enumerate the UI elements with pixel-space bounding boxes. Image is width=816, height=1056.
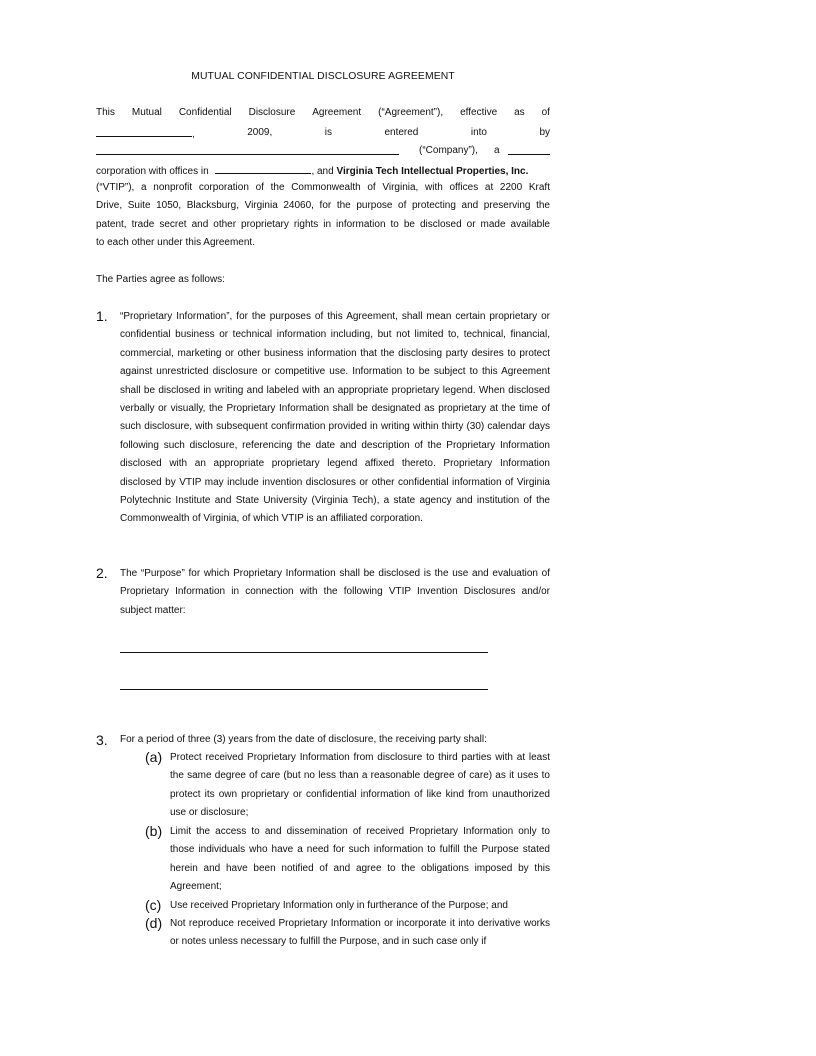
- intro-word: by: [539, 127, 550, 138]
- intro-word: effective: [460, 107, 498, 118]
- parties-agree: The Parties agree as follows:: [96, 274, 225, 285]
- intro-word: Mutual: [131, 107, 162, 118]
- date-blank-group: ,: [96, 124, 195, 142]
- company-name-blank-field[interactable]: [96, 142, 399, 155]
- intro-line-1: [96, 104, 550, 122]
- intro-line-8: to each other under this Agreement.: [96, 237, 255, 248]
- intro-word: This: [96, 107, 115, 118]
- intro-word: into: [470, 127, 487, 138]
- purpose-blank-line-2[interactable]: [120, 689, 488, 690]
- section-2-number: 2.: [96, 565, 108, 581]
- intro-word: Agreement: [312, 107, 362, 118]
- item-d-text: Not reproduce received Proprietary Information or incorporate it into derivative works or notes unless necessary to fulfill the Purpose, and in such case only if: [170, 918, 550, 948]
- intro-word: Confidential: [178, 107, 232, 118]
- intro-word: as: [514, 107, 525, 118]
- intro-text: corporation with offices in: [96, 166, 209, 177]
- item-a-label: (a): [145, 749, 163, 765]
- intro-word: (“Agreement”),: [378, 107, 444, 118]
- intro-word: a: [494, 145, 500, 156]
- vtip-name: Virginia Tech Intellectual Properties, Inc.: [336, 166, 529, 177]
- intro-line-6: Drive, Suite 1050, Blacksburg, Virginia 24060, for the purpose of protecting and preserving the: [96, 200, 550, 211]
- intro-word: entered: [384, 127, 419, 138]
- intro-year: 2009,: [247, 127, 273, 138]
- intro-line-7: patent, trade secret and other proprietary rights in information to be disclosed or made available: [96, 219, 550, 230]
- section-1-number: 1.: [96, 308, 108, 324]
- date-blank-field[interactable]: [96, 124, 192, 137]
- item-b-text: Limit the access to and dissemination of received Proprietary Information only to those individuals who have a need for such information to fulfill the Purpose stated herein and have been notified of and agree to the obligations imposed by this Agreement;: [170, 826, 550, 893]
- intro-word: is: [324, 127, 332, 138]
- intro-word: Disclosure: [248, 107, 296, 118]
- section-3-number: 3.: [96, 732, 108, 748]
- intro-line-5: (“VTIP”), a nonprofit corporation of the Commonwealth of Virginia, with offices at 2200 Kraft: [96, 182, 550, 193]
- item-c-label: (c): [145, 897, 162, 913]
- document-title: MUTUAL CONFIDENTIAL DISCLOSURE AGREEMENT: [191, 71, 455, 82]
- company-label: (“Company”),: [419, 145, 478, 156]
- item-a-text: Protect received Proprietary Information from disclosure to third parties with at least the same degree of care (but no less than a reasonable degree of care) as it uses to protect its own proprietary or confidential information of like kind from unauthorized use or disclosure;: [170, 752, 550, 819]
- item-c-text: Use received Proprietary Information only in furtherance of the Purpose; and: [170, 900, 508, 911]
- intro-line-2: [96, 124, 550, 142]
- intro-line-3: [96, 142, 550, 160]
- item-b-label: (b): [145, 823, 163, 839]
- state-blank-field[interactable]: [508, 142, 550, 155]
- intro-word: of: [541, 107, 550, 118]
- intro-text: , and: [311, 166, 334, 177]
- item-d-label: (d): [145, 915, 163, 931]
- section-1-text: “Proprietary Information”, for the purposes of this Agreement, shall mean certain proprietary or confidential business or technical information including, but not limited to, technical, financial, commercial, marketing or other business information that the disclosing party desires to protect against unrestricted disclosure or competitive use. Information to be subject to this Agreement shall be disclosed in writing and labeled with an appropriate proprietary legend. When disclosed verbally or visually, the Proprietary Information shall be designated as proprietary at the time of such disclosure, with subsequent confirmation provided in writing within thirty (30) calendar days following such disclosure, referencing the date and description of the Proprietary Information disclosed with an appropriate proprietary legend affixed thereto. Proprietary Information disclosed by VTIP may include invention disclosures or other confidential information of Virginia Polytechnic Institute and State University (Virginia Tech), a state agency and institution of the Commonwealth of Virginia, of which VTIP is an affiliated corporation.: [120, 311, 550, 525]
- intro-line-4: [96, 161, 550, 179]
- section-2-text: The “Purpose” for which Proprietary Information shall be disclosed is the use and evaluation of Proprietary Information in connection with the following VTIP Invention Disclosures and/or subject matter:: [120, 568, 550, 616]
- purpose-blank-line-1[interactable]: [120, 652, 488, 653]
- section-3-text: For a period of three (3) years from the date of disclosure, the receiving party shall:: [120, 734, 487, 745]
- offices-blank-field[interactable]: [215, 161, 311, 174]
